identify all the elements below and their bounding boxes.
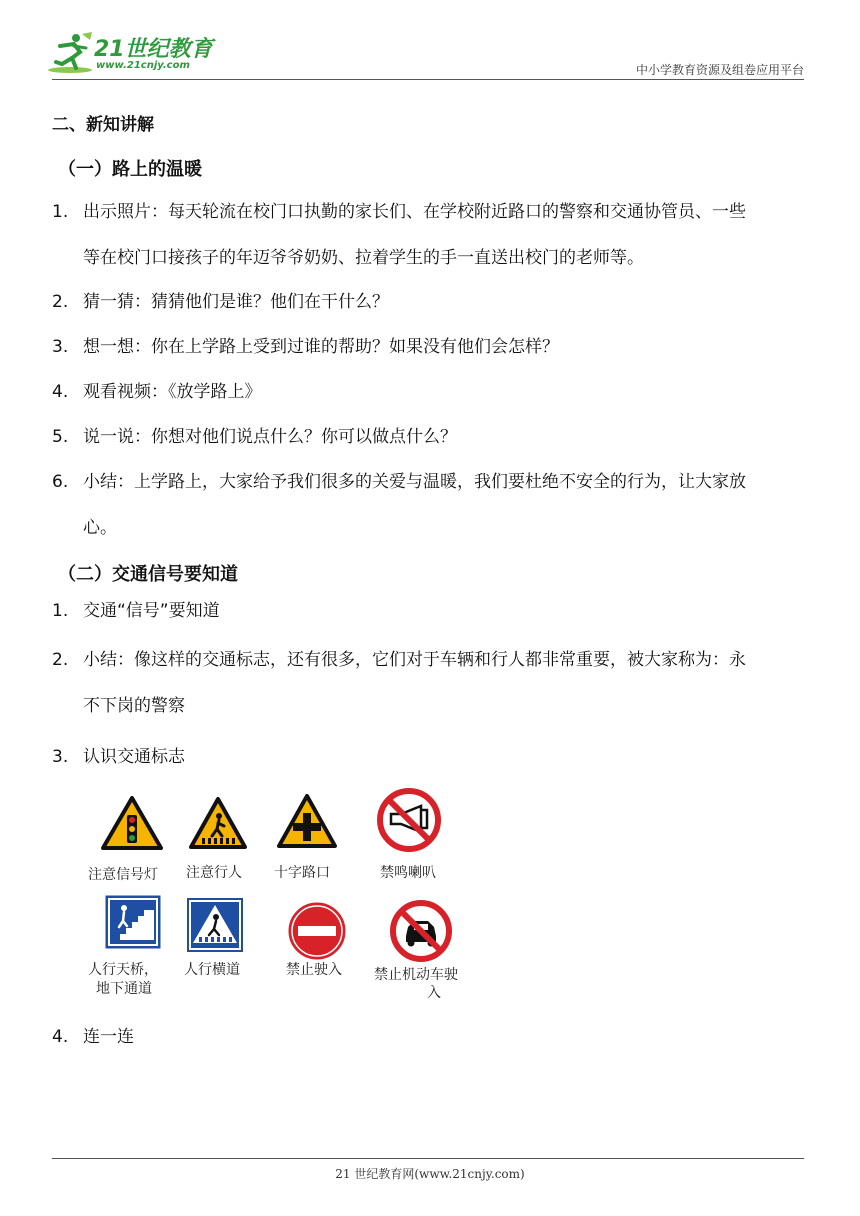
sign-label: 地下通道 [96, 981, 152, 997]
no-horn-sign-icon [377, 788, 441, 852]
crosswalk-sign-icon [186, 897, 244, 953]
header-divider [52, 79, 804, 80]
sign-label: 禁鸣喇叭 [380, 865, 436, 881]
item-text: 交通“信号”要知道 [83, 601, 220, 621]
item-text-continued: 等在校门口接孩子的年迈爷爷奶奶、拉着学生的手一直送出校门的老师等。 [83, 248, 644, 268]
item-text: 认识交通标志 [83, 747, 185, 767]
traffic-light-warning-sign-icon [100, 795, 164, 851]
item-number: 2. [52, 292, 69, 312]
item-number: 3. [52, 337, 69, 357]
item-text: 想一想：你在上学路上受到过谁的帮助？如果没有他们会怎样？ [83, 337, 559, 357]
item-text: 小结：像这样的交通标志，还有很多，它们对于车辆和行人都非常重要，被大家称为：永 [83, 650, 746, 670]
item-number: 6. [52, 472, 69, 492]
section-title: 二、新知讲解 [52, 115, 154, 135]
pedestrian-overpass-sign-icon [104, 894, 162, 950]
item-text: 出示照片：每天轮流在校门口执勤的家长们、在学校附近路口的警察和交通协管员、一些 [83, 202, 746, 222]
item-number: 2. [52, 650, 69, 670]
item-text: 观看视频：《放学路上》 [83, 382, 262, 402]
page-footer: 21 世纪教育网(www.21cnjy.com) [335, 1167, 525, 1181]
item-text: 小结：上学路上，大家给予我们很多的关爱与温暖，我们要杜绝不安全的行为，让大家放 [83, 472, 746, 492]
no-motor-vehicles-sign-icon [390, 900, 452, 962]
logo-url: www.21cnjy.com [96, 60, 190, 71]
part2-title: （二）交通信号要知道 [58, 564, 238, 585]
item-text-continued: 心。 [83, 518, 117, 538]
item-number: 4. [52, 382, 69, 402]
sign-label: 禁止机动车驶 [374, 967, 458, 983]
sign-label: 人行横道 [184, 962, 240, 978]
sign-label: 禁止驶入 [286, 962, 342, 978]
item-number: 1. [52, 202, 69, 222]
item-number: 1. [52, 601, 69, 621]
part1-title: （一）路上的温暖 [58, 159, 202, 180]
item-text-continued: 不下岗的警察 [83, 696, 185, 716]
crossroad-warning-sign-icon [276, 793, 338, 849]
site-logo[interactable] [46, 30, 216, 78]
item-number: 4. [52, 1027, 69, 1047]
sign-label: 十字路口 [274, 865, 330, 881]
header-platform-text: 中小学教育资源及组卷应用平台 [635, 63, 804, 77]
page-header [0, 0, 860, 80]
item-text: 连一连 [83, 1027, 134, 1047]
sign-label: 人行天桥， [88, 962, 158, 978]
sign-label: 注意行人 [186, 865, 242, 881]
footer-divider [52, 1158, 804, 1159]
runner-logo-icon [46, 30, 94, 76]
sign-label: 注意信号灯 [88, 867, 158, 883]
no-entry-sign-icon [286, 900, 348, 962]
pedestrian-warning-sign-icon [188, 796, 248, 850]
item-number: 3. [52, 747, 69, 767]
item-number: 5. [52, 427, 69, 447]
sign-label: 入 [427, 985, 441, 1001]
item-text: 说一说：你想对他们说点什么？你可以做点什么？ [83, 427, 457, 447]
logo-text: 21世纪教育 [94, 37, 213, 62]
item-text: 猜一猜：猜猜他们是谁？他们在干什么？ [83, 292, 389, 312]
